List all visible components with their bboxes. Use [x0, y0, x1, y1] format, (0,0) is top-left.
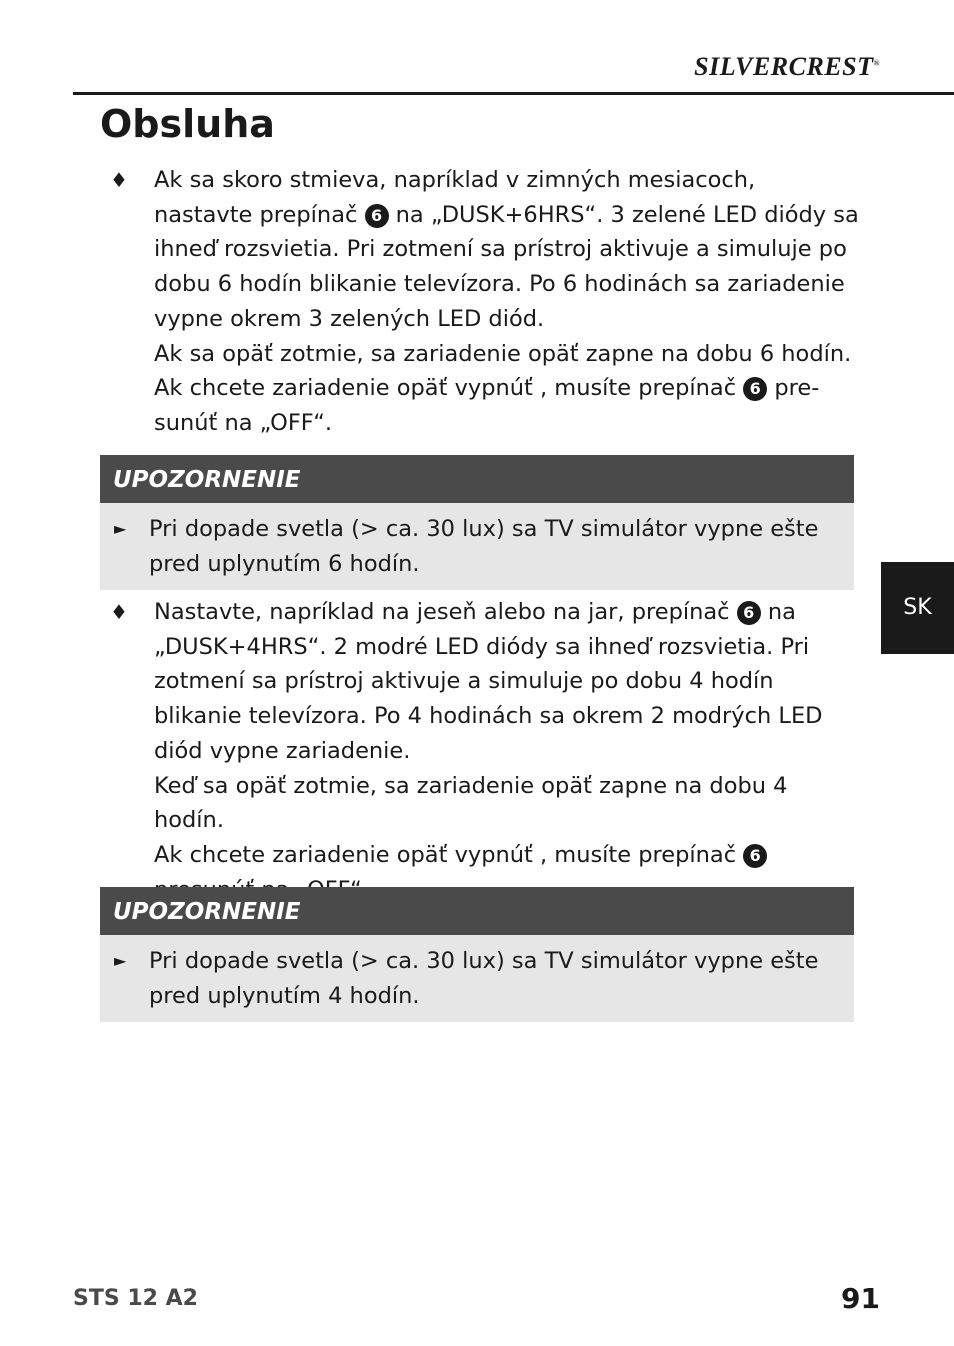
- note-text: Pri dopade svetla (> ca. 30 lux) sa TV simulátor vypne ešte pred uplynutím 6 hodín.: [149, 516, 819, 577]
- diamond-bullet-icon: ♦: [110, 168, 128, 192]
- note-text: Pri dopade svetla (> ca. 30 lux) sa TV simulátor vypne ešte pred uplynutím 4 hodín.: [149, 948, 819, 1009]
- switch-reference-icon: 6: [365, 204, 389, 228]
- paragraph: Ak chcete zariadenie opäť vypnúť , musíte prepínač 6: [154, 838, 860, 907]
- instruction-bullet: [100, 595, 860, 907]
- language-tab: SK: [881, 562, 954, 654]
- page-number: 91: [841, 1282, 880, 1315]
- diamond-bullet-icon: ♦: [110, 600, 128, 624]
- paragraph: Ak chcete zariadenie opäť vypnúť , musíte prepínač 6 pre-sunúť na „OFF“.: [154, 375, 820, 436]
- note-heading: UPOZORNENIE: [100, 455, 854, 503]
- arrow-bullet-icon: ►: [114, 951, 127, 970]
- brand-logo: SILVERCREST®: [694, 52, 880, 81]
- switch-reference-icon: 6: [743, 377, 767, 401]
- arrow-bullet-icon: ►: [114, 519, 127, 538]
- paragraph: Keď sa opäť zotmie, sa zariadenie opäť zapne na dobu 4 hodín.: [154, 772, 788, 834]
- note-heading: UPOZORNENIE: [100, 887, 854, 935]
- header-rule: [73, 92, 954, 95]
- instruction-bullet: [100, 163, 860, 441]
- paragraph: Ak sa opäť zotmie, sa zariadenie opäť zapne na dobu 6 hodín.: [154, 340, 852, 367]
- page-title: Obsluha: [100, 102, 275, 146]
- paragraph: Ak sa skoro stmieva, napríklad v zimných mesiacoch, nastavte prepínač 6 na „DUSK+6HRS“. 3 zelené LED diódy sa ihneď rozsvietia. Pri zotmení sa prístroj aktivuje a simuluje po dobu 6 hodín blikanie televízora. Po 6 hodinách sa zariadenie vypne okrem 3 zelených LED diód.: [154, 167, 859, 332]
- footer-model: STS 12 A2: [73, 1286, 198, 1311]
- switch-reference-icon: 6: [743, 844, 767, 868]
- warning-note: [100, 887, 854, 1022]
- switch-reference-icon: 6: [737, 601, 761, 625]
- warning-note: [100, 455, 854, 590]
- paragraph: Nastavte, napríklad na jeseň alebo na jar, prepínač 6 na „DUSK+4HRS“. 2 modré LED diódy sa ihneď rozsvietia. Pri zotmení sa prístroj aktivuje a simuluje po dobu 4 hodín blikanie televízora. Po 4 hodinách sa okrem 2 modrých LED diód vypne zariadenie.: [154, 599, 823, 764]
